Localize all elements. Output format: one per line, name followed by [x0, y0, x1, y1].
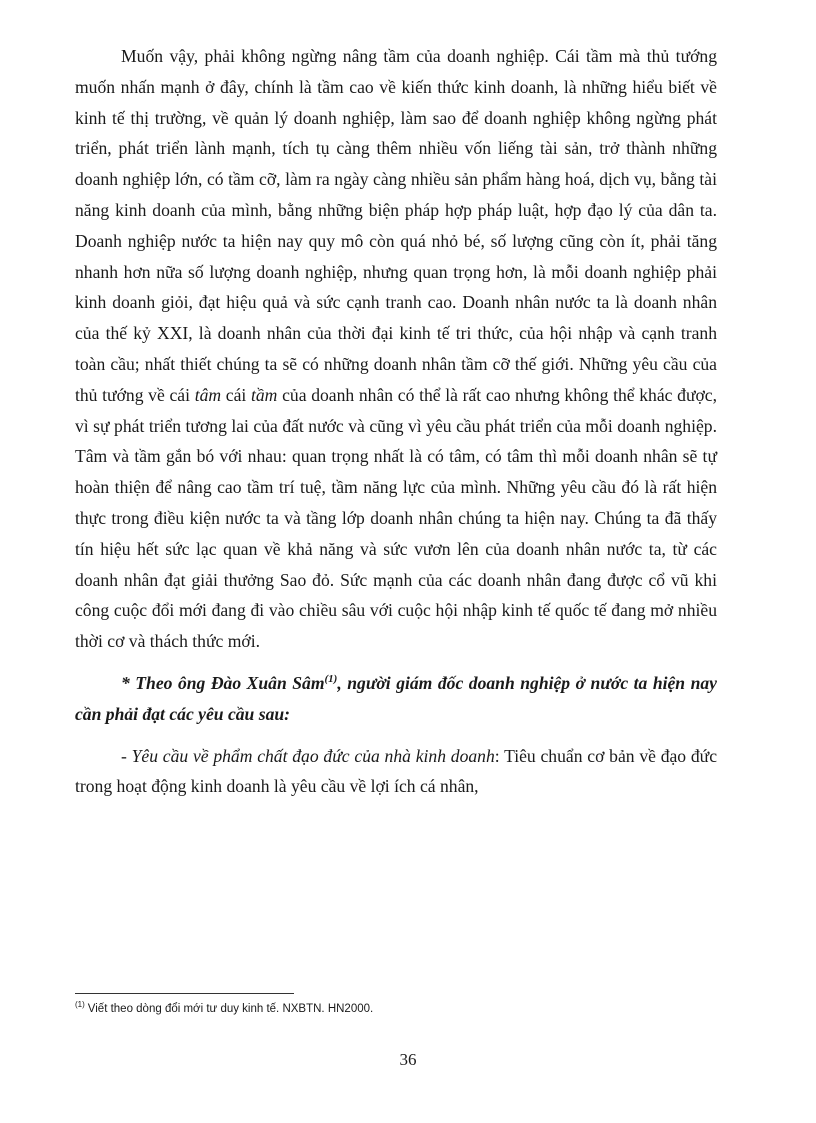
footnote-marker: (1) — [75, 1000, 85, 1010]
italic-word-tam-2: tầm — [251, 384, 278, 405]
paragraph-1-end: của doanh nhân có thể là rất cao nhưng không thể khác được, vì sự phát triển tương lai của đất nước và cũng vì yêu cầu phát triển của mỗi doanh nghiệp. Tâm và tầm gắn bó với nhau: quan trọng nhất là có tâm, có tâm thì mỗi doanh nhân sẽ tự hoàn thiện để nâng cao tầm trí tuệ, tầm năng lực của mình. Những yêu cầu đó là rất hiện thực trong điều kiện nước ta và tầng lớp doanh nhân chúng ta hiện nay. Chúng ta đã thấy tín hiệu hết sức lạc quan về khả năng và sức vươn lên của doanh nhân nước ta, từ các doanh nhân đạt giải thưởng Sao đỏ. Sức mạnh của các doanh nhân đang được cổ vũ khi công cuộc đổi mới đang đi vào chiều sâu với cuộc hội nhập kinh tế quốc tế đang mở nhiều thời cơ và thách thức mới. — [75, 384, 718, 652]
heading-text-b: , người giám đốc doanh nghiệp ở nước ta hiện nay cần phải đạt các yêu cầu sau: — [75, 672, 717, 724]
page-number: 36 — [399, 1050, 417, 1069]
requirement-text: : Tiêu chuẩn cơ bản về đạo đức trong hoạt động kinh doanh là yêu cầu về lợi ích cá nhân, — [75, 745, 718, 797]
paragraph-1-text: Muốn vậy, phải không ngừng nâng tầm của doanh nghiệp. Cái tầm mà thủ tướng muốn nhấn mạnh ở đây, chính là tầm cao về kiến thức kinh doanh, là những hiểu biết về kinh tế thị trường, về quản lý doanh nghiệp, làm sao để doanh nghiệp không ngừng phát triển, phát triển lành mạnh, tích tụ càng thêm nhiều vốn liếng tài sản, trở thành những doanh nghiệp lớn, có tầm cỡ, làm ra ngày càng nhiều sản phẩm hàng hoá, dịch vụ, bằng tài năng kinh doanh của mình, bằng những biện pháp hợp pháp luật, hợp đạo lý của dân ta. Doanh nghiệp nước ta hiện nay quy mô còn quá nhỏ bé, số lượng cũng còn ít, phải tăng nhanh hơn nữa số lượng doanh nghiệp, nhưng quan trọng hơn, là mỗi doanh nghiệp phải kinh doanh giỏi, đạt hiệu quả và sức cạnh tranh cao. Doanh nhân nước ta là doanh nhân của thế kỷ XXI, là doanh nhân của thời đại kinh tế tri thức, của hội nhập và cạnh tranh toàn cầu; nhất thiết chúng ta sẽ có những doanh nhân tầm cỡ thế giới. Những yêu cầu của thủ tướng về cái — [75, 46, 717, 405]
paragraph-2-heading — [75, 668, 717, 730]
footnote-reference: (1) — [324, 673, 338, 686]
paragraph-1 — [75, 41, 717, 657]
footnote-text: Viết theo dòng đổi mới tư duy kinh tế. NXBTN. HN2000. — [87, 1003, 374, 1015]
heading-text-a: * Theo ông Đào Xuân Sâm — [121, 672, 325, 693]
paragraph-1-mid: cái — [225, 384, 247, 405]
italic-word-tam: tâm — [194, 384, 222, 405]
footnote-divider — [75, 993, 294, 994]
paragraph-3 — [75, 741, 717, 803]
footnote — [75, 1001, 715, 1017]
body-text — [75, 41, 717, 802]
requirement-title: - Yêu cầu về phẩm chất đạo đức của nhà kinh doanh — [121, 745, 495, 766]
